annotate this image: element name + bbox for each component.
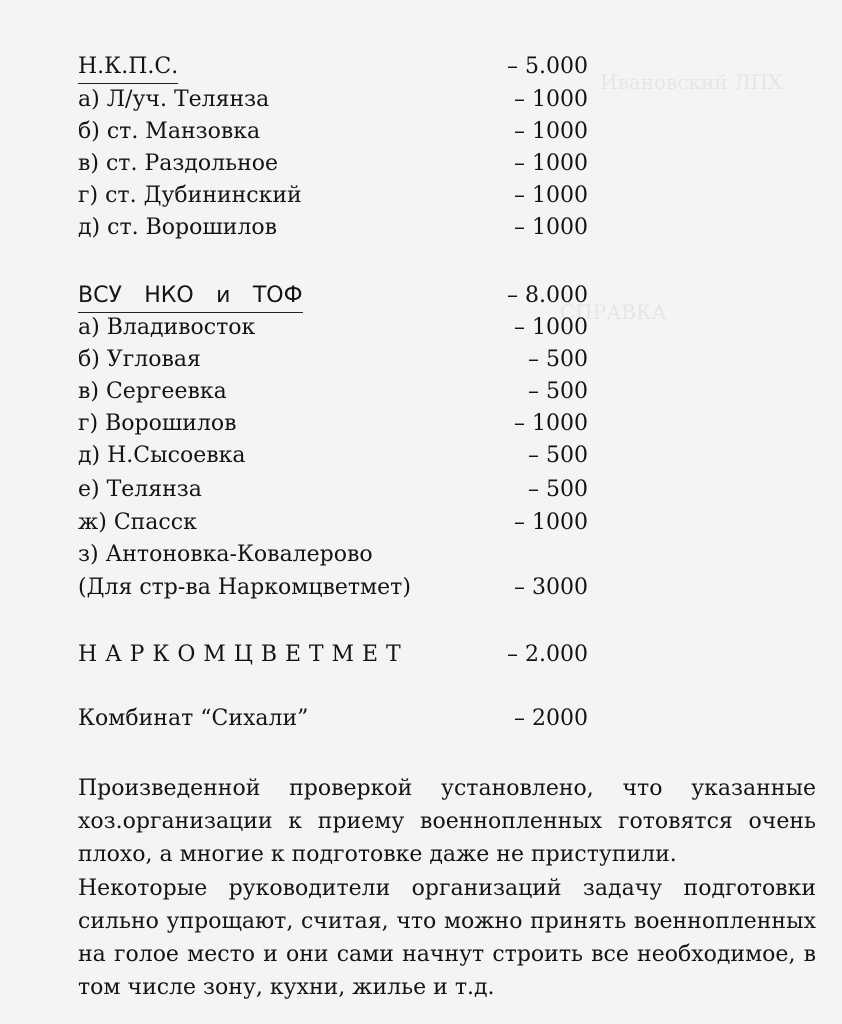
list-item	[78, 441, 588, 471]
item-value: – 3000	[514, 575, 588, 600]
section-nkps-title: Н.К.П.С.	[78, 52, 178, 84]
item-label: д) Н.Сысоевка	[78, 443, 246, 468]
item-value: – 1000	[514, 411, 588, 436]
item-label: в) Сергеевка	[78, 379, 227, 404]
list-item	[78, 117, 588, 147]
list-item	[78, 409, 588, 439]
item-value: – 500	[528, 443, 588, 468]
list-item	[78, 313, 588, 343]
list-item	[78, 508, 588, 538]
list-item	[78, 573, 588, 603]
item-value: – 1000	[514, 315, 588, 340]
item-label: г) Ворошилов	[78, 411, 237, 436]
section-narkomtsvetmet-header	[78, 640, 588, 670]
section-nkps-header	[78, 52, 588, 82]
item-value: – 1000	[514, 510, 588, 535]
bleed-through-text: СПРАВКА	[560, 300, 667, 324]
list-item	[78, 475, 588, 505]
section-narkomtsvetmet-total: – 2.000	[507, 642, 588, 667]
item-value: – 500	[528, 477, 588, 502]
item-label: Комбинат “Сихали”	[78, 706, 309, 731]
item-label: а) Л/уч. Телянза	[78, 87, 270, 112]
item-value: – 1000	[514, 215, 588, 240]
body-paragraph: Произведенной проверкой установлено, что указанные хоз.организации к приему военнопленных готовятся очень плохо, а многие к подготовке даже не приступили.	[78, 776, 816, 867]
item-value: – 1000	[514, 119, 588, 144]
item-label: (Для стр-ва Наркомцветмет)	[78, 575, 411, 600]
item-value: – 500	[528, 347, 588, 372]
list-item	[78, 377, 588, 407]
item-label: а) Владивосток	[78, 315, 256, 340]
body-paragraph: Некоторые руководители организаций задачу подготовки сильно упрощают, считая, что можно принять военнопленных на голое место и они сами начнут строить все необходимое, в том числе зону, кухни, жилье и т.д.	[78, 876, 816, 1000]
item-label: д) ст. Ворошилов	[78, 215, 278, 240]
section-narkomtsvetmet-title: НАРКОМЦВЕТМЕТ	[78, 642, 409, 667]
section-nkps-total: – 5.000	[507, 54, 588, 79]
item-value: – 1000	[514, 87, 588, 112]
section-vsu-title: ВСУ НКО и ТОФ	[78, 281, 303, 313]
item-value: – 1000	[514, 151, 588, 176]
list-item	[78, 213, 588, 243]
item-label: е) Телянза	[78, 477, 202, 502]
item-value: – 500	[528, 379, 588, 404]
item-label: б) Угловая	[78, 347, 201, 372]
item-label: в) ст. Раздольное	[78, 151, 279, 176]
list-item	[78, 345, 588, 375]
list-item	[78, 149, 588, 179]
item-label: г) ст. Дубининский	[78, 183, 302, 208]
item-label: з) Антоновка-Ковалерово	[78, 542, 373, 567]
list-item	[78, 540, 588, 570]
item-value: – 1000	[514, 183, 588, 208]
section-vsu-total: – 8.000	[507, 283, 588, 308]
list-item	[78, 181, 588, 211]
bleed-through-text: Ивановский ЛПХ	[600, 70, 783, 94]
item-value: – 2000	[514, 706, 588, 731]
item-label: б) ст. Манзовка	[78, 119, 261, 144]
section-vsu-header	[78, 281, 588, 311]
list-item	[78, 85, 588, 115]
list-item	[78, 704, 588, 734]
item-label: ж) Спасск	[78, 510, 197, 535]
